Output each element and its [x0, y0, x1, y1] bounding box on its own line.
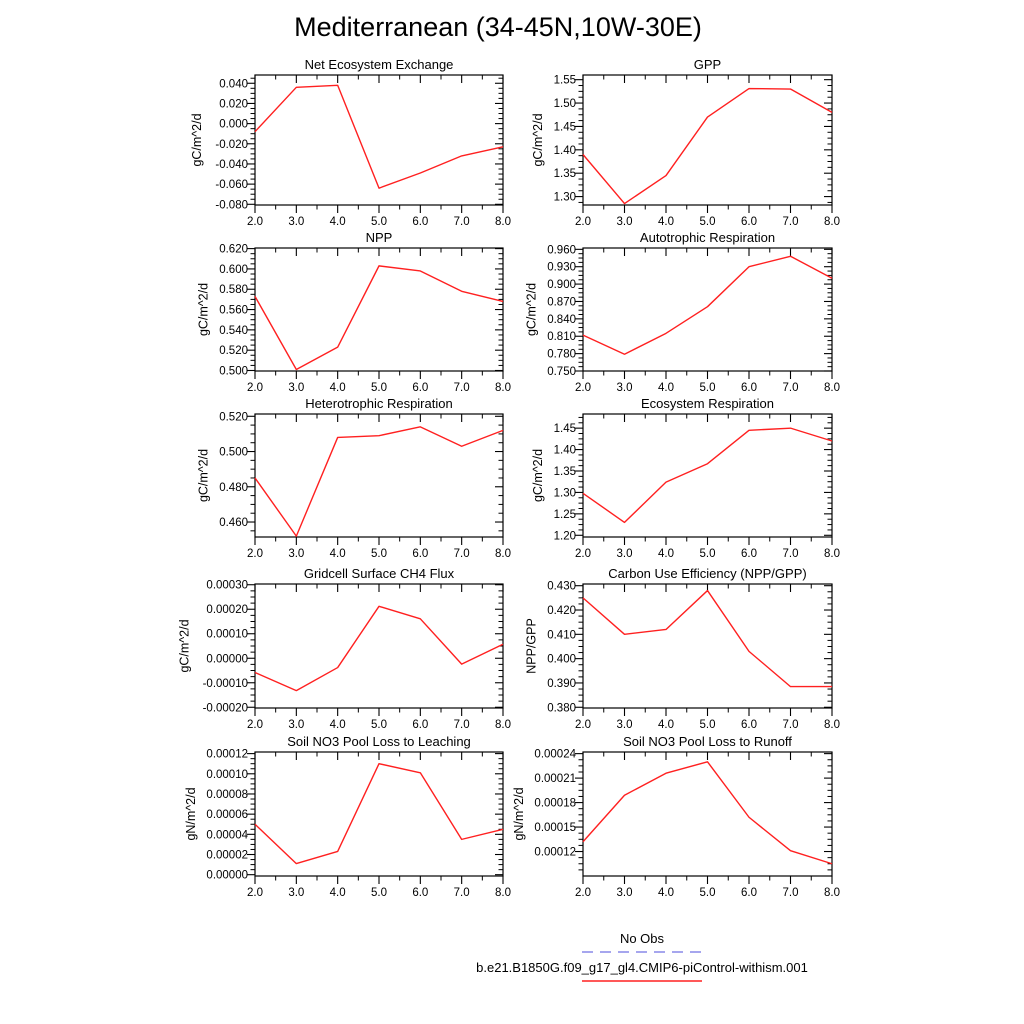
legend [412, 931, 872, 989]
y-tick-label: 0.000 [219, 118, 248, 131]
x-tick-label: 7.0 [453, 548, 470, 560]
x-tick-label: 3.0 [288, 548, 305, 560]
y-tick-label: 0.00012 [534, 846, 576, 859]
x-tick-label: 6.0 [412, 887, 429, 899]
y-tick-label: 0.500 [219, 446, 248, 459]
y-tick-label: 0.00015 [534, 822, 576, 835]
x-tick-label: 6.0 [741, 719, 757, 731]
subplot-title: Autotrophic Respiration [639, 230, 776, 245]
data-line-npp [255, 266, 503, 370]
x-tick-label: 4.0 [658, 719, 674, 731]
x-tick-label: 8.0 [495, 719, 511, 731]
data-line-soil-no3-pool-loss-to-runoff [583, 762, 832, 864]
y-tick-label: 0.840 [547, 313, 576, 326]
x-tick-label: 8.0 [495, 887, 511, 899]
x-tick-label: 5.0 [371, 382, 387, 394]
x-tick-label: 5.0 [699, 887, 716, 899]
x-tick-label: 7.0 [453, 719, 470, 731]
plot-frame [255, 75, 503, 205]
x-tick-label: 4.0 [329, 887, 346, 899]
x-tick-label: 5.0 [699, 382, 716, 394]
x-tick-label: 2.0 [575, 887, 591, 899]
y-tick-label: 0.00021 [534, 773, 576, 786]
data-line-net-ecosystem-exchange [255, 85, 503, 188]
y-tick-label: 0.00030 [206, 579, 248, 592]
x-tick-label: 4.0 [658, 887, 674, 899]
subplot-title: Net Ecosystem Exchange [304, 57, 454, 72]
x-tick-label: 5.0 [371, 216, 387, 228]
x-tick-label: 8.0 [495, 382, 511, 394]
y-tick-label: 0.410 [547, 629, 576, 642]
subplot-soil-no3-pool-loss-to-leaching [184, 734, 511, 899]
x-tick-label: 3.0 [616, 216, 633, 228]
y-tick-label: 1.30 [553, 191, 576, 204]
y-tick-label: 0.930 [547, 261, 576, 274]
y-axis-label: gN/m^2/d [183, 787, 198, 841]
x-tick-label: 7.0 [782, 382, 799, 394]
x-tick-label: 6.0 [412, 719, 429, 731]
y-tick-label: -0.060 [215, 179, 248, 192]
x-tick-label: 6.0 [412, 382, 429, 394]
y-tick-label: 0.390 [547, 677, 576, 690]
y-axis-label: NPP/GPP [524, 618, 539, 674]
y-tick-label: 0.540 [219, 324, 248, 337]
x-tick-label: 2.0 [247, 887, 263, 899]
y-tick-label: 0.00008 [206, 788, 248, 801]
x-tick-label: 3.0 [616, 887, 633, 899]
x-tick-label: 3.0 [288, 887, 305, 899]
x-tick-label: 5.0 [371, 719, 387, 731]
y-tick-label: 0.020 [219, 98, 248, 111]
legend-label-no-obs: No Obs [619, 931, 665, 946]
y-tick-label: 0.620 [219, 243, 248, 256]
y-axis-label: gC/m^2/d [190, 113, 205, 167]
x-tick-label: 2.0 [247, 216, 263, 228]
y-tick-label: 0.00002 [206, 849, 248, 862]
x-tick-label: 2.0 [247, 719, 263, 731]
page-title: Mediterranean (34-45N,10W-30E) [294, 12, 702, 42]
x-tick-label: 4.0 [329, 216, 346, 228]
x-tick-label: 4.0 [658, 382, 674, 394]
x-tick-label: 6.0 [741, 887, 757, 899]
y-tick-label: 0.00024 [534, 748, 576, 761]
x-tick-label: 7.0 [782, 548, 799, 560]
x-tick-label: 6.0 [741, 548, 757, 560]
x-tick-label: 2.0 [575, 216, 591, 228]
x-tick-label: 4.0 [658, 216, 674, 228]
y-tick-label: 0.400 [547, 653, 576, 666]
y-tick-label: -0.040 [215, 158, 248, 171]
subplot-soil-no3-pool-loss-to-runoff [512, 734, 840, 899]
y-axis-label: gC/m^2/d [524, 282, 539, 337]
y-tick-label: 0.00010 [206, 768, 248, 781]
x-tick-label: 8.0 [824, 216, 840, 228]
plot-frame [583, 584, 832, 708]
x-tick-label: 8.0 [495, 548, 511, 560]
y-axis-label: gN/m^2/d [511, 787, 526, 841]
subplot-title: Gridcell Surface CH4 Flux [303, 566, 455, 581]
y-tick-label: 0.00018 [534, 797, 576, 810]
y-tick-label: 1.25 [553, 508, 576, 521]
y-axis-label: gC/m^2/d [530, 448, 545, 503]
x-tick-label: 5.0 [699, 216, 716, 228]
plot-frame [583, 752, 832, 876]
legend-line-model-case [581, 979, 703, 983]
x-tick-label: 8.0 [824, 719, 840, 731]
subplot-title: Soil NO3 Pool Loss to Runoff [623, 734, 792, 749]
x-tick-label: 7.0 [782, 216, 799, 228]
x-tick-label: 4.0 [329, 548, 346, 560]
subplot-npp [197, 230, 512, 394]
plot-frame [255, 752, 503, 876]
subplot-net-ecosystem-exchange [190, 57, 511, 228]
x-tick-label: 2.0 [247, 548, 263, 560]
y-tick-label: 0.00020 [206, 604, 248, 617]
x-tick-label: 8.0 [824, 887, 840, 899]
data-line-ecosystem-respiration [583, 428, 832, 522]
subplot-autotrophic-respiration [525, 230, 841, 394]
y-axis-label: gC/m^2/d [196, 282, 211, 337]
x-tick-label: 2.0 [575, 719, 591, 731]
subplot-title: Heterotrophic Respiration [305, 396, 453, 411]
x-tick-label: 5.0 [699, 719, 716, 731]
y-tick-label: 0.420 [547, 605, 576, 618]
legend-line-no-obs [581, 950, 703, 954]
x-tick-label: 3.0 [616, 382, 633, 394]
subplot-ecosystem-respiration [531, 396, 840, 560]
x-tick-label: 8.0 [495, 216, 511, 228]
subplot-title: Soil NO3 Pool Loss to Leaching [287, 734, 471, 749]
subplot-title: GPP [693, 57, 722, 72]
legend-label-model-case: b.e21.B1850G.f09_g17_gl4.CMIP6-piControl-withism.001 [476, 960, 808, 975]
x-tick-label: 5.0 [371, 887, 387, 899]
y-tick-label: 0.960 [547, 244, 576, 257]
data-line-autotrophic-respiration [583, 256, 832, 354]
y-tick-label: 0.810 [547, 331, 576, 344]
y-tick-label: 0.00004 [206, 829, 248, 842]
x-tick-label: 7.0 [453, 382, 470, 394]
y-tick-label: 0.00010 [206, 628, 248, 641]
y-tick-label: -0.00010 [202, 677, 248, 690]
y-axis-label: gC/m^2/d [177, 619, 192, 673]
y-tick-label: 0.00000 [206, 653, 248, 666]
subplot-gridcell-surface-ch4-flux [178, 566, 511, 731]
x-tick-label: 8.0 [824, 382, 840, 394]
x-tick-label: 6.0 [412, 548, 429, 560]
y-tick-label: 0.040 [219, 78, 248, 91]
y-tick-label: 0.580 [219, 284, 248, 297]
data-line-carbon-use-efficiency-npp-gpp [583, 591, 832, 687]
y-tick-label: 1.30 [553, 487, 576, 500]
x-tick-label: 4.0 [329, 719, 346, 731]
subplot-heterotrophic-respiration [197, 396, 512, 560]
x-tick-label: 3.0 [288, 382, 305, 394]
x-tick-label: 4.0 [329, 382, 346, 394]
y-tick-label: 1.35 [553, 168, 576, 181]
y-tick-label: 1.55 [553, 74, 576, 87]
x-tick-label: 6.0 [741, 382, 757, 394]
x-tick-label: 3.0 [288, 719, 305, 731]
y-tick-label: 1.35 [553, 466, 576, 478]
y-tick-label: 1.50 [553, 98, 576, 111]
y-tick-label: -0.020 [215, 138, 248, 151]
y-tick-label: 0.870 [547, 296, 576, 309]
x-tick-label: 3.0 [288, 216, 305, 228]
y-tick-label: 1.40 [553, 144, 576, 157]
subplot-title: NPP [365, 230, 393, 245]
x-tick-label: 5.0 [371, 548, 387, 560]
x-tick-label: 3.0 [616, 719, 633, 731]
plot-frame [583, 75, 832, 205]
y-tick-label: 0.480 [219, 481, 248, 494]
y-tick-label: 1.45 [553, 121, 576, 134]
y-tick-label: 0.00006 [206, 809, 248, 822]
y-tick-label: 0.520 [219, 411, 248, 424]
x-tick-label: 8.0 [824, 548, 840, 560]
y-axis-label: gC/m^2/d [530, 113, 545, 167]
y-tick-label: 1.40 [553, 444, 576, 457]
x-tick-label: 7.0 [782, 887, 799, 899]
data-line-gridcell-surface-ch4-flux [255, 606, 503, 690]
x-tick-label: 2.0 [247, 382, 263, 394]
x-tick-label: 5.0 [699, 548, 716, 560]
y-tick-label: 1.20 [553, 530, 576, 543]
y-tick-label: 0.520 [219, 345, 248, 358]
x-tick-label: 7.0 [782, 719, 799, 731]
y-tick-label: 0.00000 [206, 869, 248, 882]
subplot-title: Ecosystem Respiration [641, 396, 774, 411]
x-tick-label: 6.0 [412, 216, 429, 228]
data-line-gpp [583, 89, 832, 204]
x-tick-label: 6.0 [741, 216, 757, 228]
data-line-soil-no3-pool-loss-to-leaching [255, 764, 503, 864]
y-tick-label: 0.750 [547, 366, 576, 378]
y-tick-label: 0.900 [547, 279, 576, 292]
x-tick-label: 3.0 [616, 548, 633, 560]
y-tick-label: 1.45 [553, 423, 576, 436]
plot-frame [255, 414, 503, 537]
x-tick-label: 2.0 [575, 548, 591, 560]
x-tick-label: 7.0 [453, 216, 470, 228]
subplot-title: Carbon Use Efficiency (NPP/GPP) [608, 566, 807, 581]
y-tick-label: 0.600 [219, 263, 248, 276]
y-tick-label: 0.560 [219, 304, 248, 317]
y-tick-label: 0.380 [547, 702, 576, 715]
y-tick-label: 0.430 [547, 580, 576, 593]
plot-frame [583, 414, 832, 537]
y-tick-label: -0.00020 [202, 702, 248, 715]
x-tick-label: 4.0 [658, 548, 674, 560]
data-line-heterotrophic-respiration [255, 427, 503, 536]
x-tick-label: 2.0 [575, 382, 591, 394]
y-tick-label: 0.500 [219, 365, 248, 378]
y-axis-label: gC/m^2/d [196, 448, 211, 503]
y-tick-label: -0.080 [215, 199, 248, 212]
subplot-gpp [531, 57, 840, 228]
subplot-carbon-use-efficiency-npp-gpp [525, 566, 841, 731]
y-tick-label: 0.00012 [206, 748, 248, 761]
y-tick-label: 0.780 [547, 348, 576, 361]
y-tick-label: 0.460 [219, 517, 248, 530]
x-tick-label: 7.0 [453, 887, 470, 899]
